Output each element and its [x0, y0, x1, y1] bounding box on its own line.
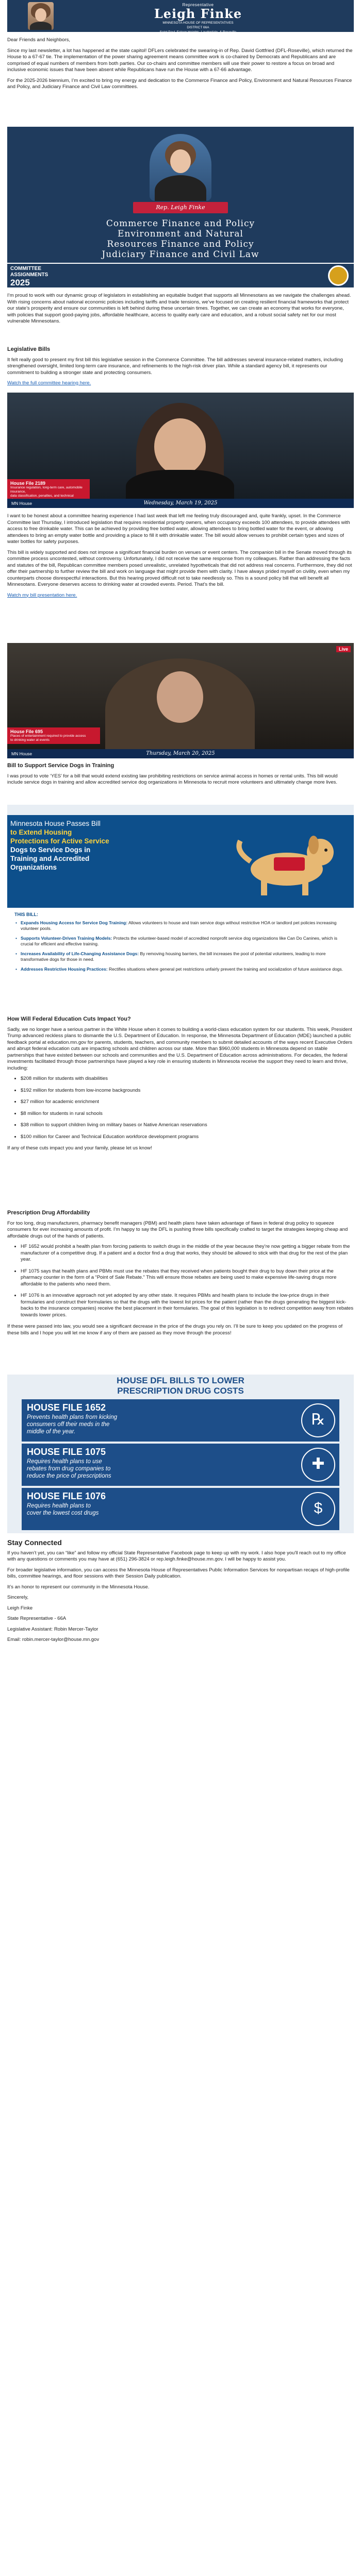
dollar-icon: $ — [301, 1492, 335, 1526]
federal-education-section — [7, 1016, 354, 1156]
water-bill-paragraph-1: I want to be honest about a committee hearing experience I had last week that left me feeling truly discouraged and, quite frankly, upset. In the Commerce Committee last Thursday, I introduced legislation that requires residential property owners, when occupancy exceeds 100 attendees, to provide attendees with access to free drinkable water. This can be achieved by providing free bottled water, allowing attendees to bring bottled water for the event, or allowing attendees to bring an empty water bottle and providing a place to fill it with drinkable water. The bill would allow venues to prohibit certain types and sizes of water bottles for safety purposes. — [7, 513, 350, 545]
hf1075-title: HOUSE FILE 1075 — [27, 1447, 106, 1457]
hf1075-desc-1: Requires health plans to use — [27, 1459, 102, 1465]
signature-name: Leigh Finke — [7, 1605, 33, 1611]
info1-item: • Supports Volunteer-Driven Training Models: Protects the volunteer-based model of accredited nonprofit service dog organizations like Can Do Canines, which is crucial for efficient and effective training. — [14, 936, 347, 947]
video-1-source: MN House — [11, 501, 32, 506]
medical-cross-icon: ✚ — [301, 1448, 335, 1482]
info2-heading-1: HOUSE DFL BILLS TO LOWER — [117, 1376, 244, 1385]
hearing-video-2[interactable] — [7, 643, 354, 758]
legislative-heading: Legislative Bills — [7, 346, 51, 352]
info1-line-4: Dogs to Service Dogs in — [10, 846, 91, 854]
strip-assignments: ASSIGNMENTS — [10, 272, 48, 278]
video-1-sub-1: Insurance regulation, long-term care, automobile insurance, — [10, 486, 83, 494]
info1-item: • Addresses Restrictive Housing Practices: Rectifies situations where general pet restrictions unfairly prevent the training and socialization of future assistance dogs. — [14, 967, 347, 972]
prescription-bill-list — [7, 1244, 354, 1318]
intro-paragraph-2: For the 2025-2026 biennium, I’m excited to bring my energy and dedication to the Commerce Finance and Policy, Environment and Natural Resources Finance and Policy, and Judiciary Finance and Civil Law committees. — [7, 77, 352, 90]
federal-funding-list — [7, 1076, 354, 1140]
hf1076-title: HOUSE FILE 1076 — [27, 1491, 106, 1501]
service-dogs-paragraph: I was proud to vote ‘YES’ for a bill that would extend existing law prohibiting restrictions on service animal access in homes or rental units. This bill would include service dogs in training and allow accredited service dog organizations in Minnesota to recruit more volunteers and ultimately change more lives. — [7, 773, 338, 785]
video-2-source: MN House — [11, 751, 32, 756]
federal-heading: How Will Federal Education Cuts Impact You? — [7, 1016, 131, 1022]
video-1-sub-2: data classification, penalties, and technical — [10, 494, 74, 498]
video-2-bill-title: House File 695 — [10, 729, 43, 734]
hf1652-card — [22, 1399, 339, 1442]
info1-line-6: Organizations — [10, 863, 57, 871]
info1-item: • Increases Availability of Life-Changing Assistance Dogs: By removing housing barriers, the bill increases the pool of potential volunteers, leading to more transformative dogs for those in need. — [14, 951, 347, 962]
connected-paragraph-2: For broader legislative information, you can access the Minnesota House of Representatives Public Information Services for nonpartisan recaps of high-profile bills, committee hearings, and floor sessions with their Session Daily publication. — [7, 1567, 350, 1579]
info2-heading-2: PRESCRIPTION DRUG COSTS — [117, 1386, 244, 1396]
hf1076-desc-2: cover the lowest cost drugs — [27, 1510, 99, 1516]
info1-line-2: to Extend Housing — [10, 828, 72, 836]
funding-item: • $100 million for Career and Technical Education workforce development programs — [21, 1134, 354, 1141]
video-1-bill-title: House File 2189 — [10, 481, 46, 486]
info1-line-5: Training and Accredited — [10, 855, 90, 862]
committee-banner — [7, 127, 354, 263]
hearing-video-1[interactable] — [7, 393, 354, 508]
commitment-paragraph: I’m proud to work with our dynamic group of legislators in establishing an equitable budget that supports all Minnesotans as we navigate the challenges ahead. With rising concerns about national economic policies including tariffs and trade tensions, we’ve focused on creating resilient financial frameworks that protect our state’s prosperity and ensure our communities is left behind during these uncertain times. Together, we can create an economy that works for everyone, with policies that support good-paying jobs, affordable healthcare, access to quality early care and education, and a robust social safety net for our most vulnerable Minnesotans. — [7, 293, 351, 324]
assistant-email[interactable]: Email: robin.mercer-taylor@house.mn.gov — [7, 1637, 100, 1642]
funding-item: • $8 million for students in rural schools — [21, 1111, 354, 1117]
commitment-section — [7, 293, 354, 329]
funding-item: • $27 million for academic enrichment — [21, 1099, 354, 1106]
video-2-lower-third — [7, 727, 100, 744]
prescription-bill-item: • HF 1076 is an innovative approach not yet adopted by any other state. It requires PBMs and health plans to include the low-price drugs in their formularies and construct their formularies so that the drugs with the lowest list prices for the patient (rather than the drugs generating the biggest kick-backs to the insurance companies) receive the best placement in their formularies. The goal of this legislation is to redirect competition away from rebates towards lower prices. — [21, 1293, 354, 1318]
strip-committee: COMMITTEE — [10, 266, 41, 272]
hf1652-desc-3: middle of the year. — [27, 1429, 76, 1435]
committee-strip — [7, 264, 354, 287]
prescription-paragraph-1: For too long, drug manufacturers, pharmacy benefit managers (PBM) and health plans have taken advantage of flaws in federal drug policy to squeeze consumers for ever increasing amounts of profit. I’m happy to say the DFL is pushing three bills specifically crafted to target the strategies keeping cheap and affordable drugs out of the hands of patients. — [7, 1220, 348, 1239]
bill-presentation-link[interactable]: Watch my bill presentation here. — [7, 592, 77, 598]
prescription-infographic — [7, 1375, 354, 1533]
legislative-assistant: Legislative Assistant: Robin Mercer-Taylor — [7, 1626, 99, 1632]
video-1-date: Wednesday, March 19, 2025 — [143, 500, 218, 506]
service-dogs-infographic — [7, 805, 354, 1007]
hf1075-desc-3: reduce the price of prescriptions — [27, 1473, 111, 1479]
connected-paragraph-1: If you haven’t yet, you can “like” and follow my official State Representative Facebook page to keep up with my work. I also hope you'll reach out to my office with any questions or comments you may have at (651) 296-3824 or rep.leigh.finke@house.mn.gov. I will be happy to assist you. — [7, 1550, 346, 1562]
header-district: DISTRICT 66A — [187, 26, 209, 29]
legislative-paragraph-1: It felt really good to present my first bill this legislative session in the Commerce Committee. The bill addresses several insurance-related matters, including strengthened oversight, limited long-term care insurance, and refinements to the high-risk driver plan. While a standard agency bill, it represents our commitment to building a stronger state and protecting consumers. — [7, 357, 343, 376]
hf1652-title: HOUSE FILE 1652 — [27, 1402, 106, 1413]
funding-item: • $192 million for students from low-income backgrounds — [21, 1088, 354, 1094]
hf1076-card — [22, 1488, 339, 1530]
committee-environment-1: Environment and Natural — [118, 229, 243, 239]
video-1-bar — [7, 499, 354, 508]
legislative-section — [7, 346, 354, 391]
prescription-paragraph-2: If these were passed into law, you would see a significant decrease in the price of the drugs you rely on. I’ll be sure to keep you updated on the progress of these bills and I hope you will let me know if any of them are passed as they move through the process! — [7, 1324, 343, 1336]
service-dogs-section — [7, 762, 354, 790]
committee-environment-2: Resources Finance and Policy — [107, 239, 254, 249]
signoff: Sincerely, — [7, 1595, 29, 1600]
header-cities: Saint Paul, Falcon Heights, Lauderdale, & Roseville — [159, 30, 237, 34]
prescription-section — [7, 1210, 354, 1341]
hf1075-card — [22, 1444, 339, 1486]
live-badge: Live — [336, 646, 351, 652]
header-role: Representative — [182, 3, 214, 7]
committee-commerce: Commerce Finance and Policy — [106, 218, 255, 229]
video-2-date: Thursday, March 20, 2025 — [146, 751, 215, 756]
intro-paragraph-1: Since my last newsletter, a lot has happened at the state capitol! DFLers celebrated the swearing-in of Rep. David Gottfried (DFL-Roseville), which returned the House to a 67-67 tie. The implementation of the power sharing agreement means committee work is co-chaired by Democrats and Republicans and are comprised of equal numbers of members from both parties. Our co-chairs and committee members will use their power to restore a focus on broad and inclusive economic issues that have been absent while Republicans have run the House with a 67-66 advantage. — [7, 47, 353, 73]
header-name: Leigh Finke — [154, 6, 242, 21]
service-dogs-heading: Bill to Support Service Dogs in Training — [7, 762, 114, 769]
connected-paragraph-3: It’s an honor to represent our community in the Minnesota House. — [7, 1584, 150, 1590]
prescription-heading: Prescription Drug Affordability — [7, 1210, 90, 1216]
water-bill-paragraph-2: This bill is widely supported and does not impose a significant financial burden on venues or event centers. The companion bill in the Senate moved through its committee process uncontested, without controversy. Unfortunately, I did not receive the same response from my colleagues. Rather than addressing the facts and statutes of the bill, Republican committee members posed unrealistic, unrelated hypotheticals that did not address real concerns. Furthermore, they did not offer their partnership to further review the bill and work on language that might provide them with clarity. I have always prided myself on civility, even when my counterparts choose disrespectful interactions. But this hearing proved difficult not to take needlessly so. This is a sound policy bill that will benefit all Minnesotans. Everyone deserves access to drinking water at crowded events. Period. That’s the bill. — [7, 549, 352, 587]
prescription-bill-item: • HF 1652 would prohibit a health plan from forcing patients to switch drugs in the middle of the year because they’re now getting a bigger rebate from the manufacturer of a competitive drug. If a patient and a doctor find a drug that works, they should be allowed to stick with that drug for the rest of the plan year. — [21, 1244, 354, 1263]
newsletter-header — [7, 0, 354, 32]
signature-title: State Representative - 66A — [7, 1616, 67, 1621]
funding-item: • $38 million to support children living on military bases or Native American reservations — [21, 1122, 354, 1129]
stay-connected-heading: Stay Connected — [7, 1538, 62, 1547]
house-seal-icon — [328, 265, 349, 286]
info1-line-1: Minnesota House Passes Bill — [10, 820, 101, 827]
federal-paragraph-1: Sadly, we no longer have a serious partner in the White House when it comes to building a world-class education system for our students. This week, President Trump advanced reckless plans to dismantle the U.S. Department of Education. In response, the Minnesota Department of Education (MDE) launched a public feedback portal at education.mn.gov for parents, students, teachers, and community members to submit detailed accounts of the ways recent Executive Orders and abrupt federal education cuts are impacting schools and children across our state. More than $960,000 students in Minnesota depend on stable partnerships that have existed between our schools and communities and the U.S. Department of Education across administrations. For decades, the federal investments facilitated through those partnerships have played a key role in ensuring students in Minnesota receive the support they need to learn and thrive, including: — [7, 1026, 353, 1071]
prescription-bill-item: • HF 1075 says that health plans and PBMs must use the rebates that they received when patients bought their drug to buy down their price at the pharmacy counter in the form of a “Point of Sale Rebate.” This will ensure those rebates are being used to make expensive life-saving drugs more affordable to the patients who need them. — [21, 1268, 354, 1288]
video-2-sub-2: to drinking water at events — [10, 738, 50, 742]
video-2-bar — [7, 749, 354, 758]
funding-item: • $208 million for students with disabilities — [21, 1076, 354, 1082]
strip-year: 2025 — [10, 278, 30, 287]
info1-bill-heading: THIS BILL: — [14, 912, 38, 917]
stay-connected-section — [7, 1539, 354, 1648]
prescription-icon: ℞ — [301, 1403, 335, 1437]
hf1652-desc-1: Prevents health plans from kicking — [27, 1414, 118, 1420]
info1-line-3: Protections for Active Service — [10, 837, 109, 845]
water-bill-section — [7, 513, 354, 603]
representative-photo — [28, 2, 54, 30]
service-dog-icon — [225, 820, 343, 897]
federal-paragraph-2[interactable]: If any of these cuts impact you and your family, please let us know! — [7, 1145, 152, 1151]
banner-ribbon: Rep. Leigh Finke — [133, 202, 228, 213]
greeting: Dear Friends and Neighbors, — [7, 37, 70, 43]
info1-item: • Expands Housing Access for Service Dog Training: Allows volunteers to house and train service dogs without restrictive HOA or landlord pet policies increasing volunteer pools. — [14, 920, 347, 931]
committee-judiciary: Judiciary Finance and Civil Law — [102, 249, 259, 260]
banner-portrait — [150, 134, 211, 201]
hf1652-desc-2: consumers off their meds in the — [27, 1421, 110, 1428]
committee-hearing-link[interactable]: Watch the full committee hearing here. — [7, 380, 91, 386]
header-house: MINNESOTA HOUSE OF REPRESENTATIVES — [162, 21, 234, 25]
intro-section — [7, 37, 354, 95]
video-2-sub-1: Places of entertainment required to provide access — [10, 734, 86, 738]
hf1076-desc-1: Requires health plans to — [27, 1503, 91, 1509]
hf1075-desc-2: rebates from drug companies to — [27, 1466, 111, 1472]
